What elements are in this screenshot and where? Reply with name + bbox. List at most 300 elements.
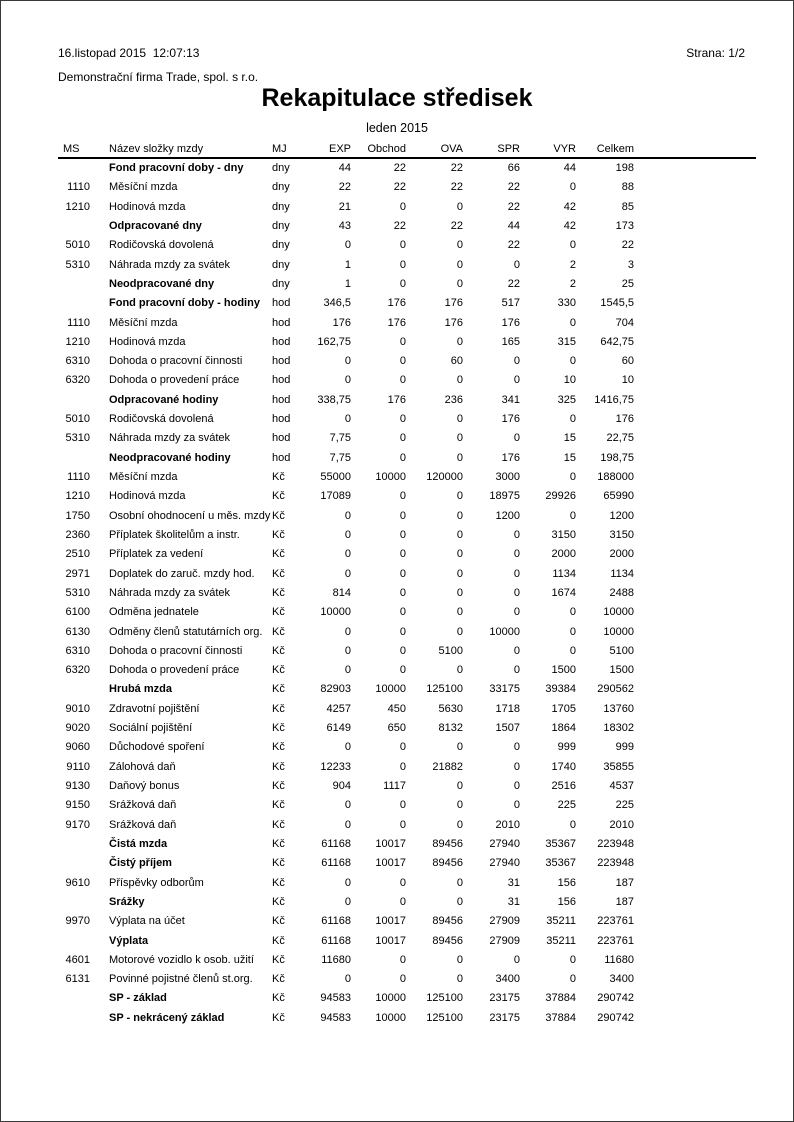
- component-name-cell: Důchodové spoření: [109, 741, 205, 754]
- value-cell-vyr: 0: [569, 606, 576, 619]
- table-row: [58, 198, 756, 217]
- value-cell-celkem: 1500: [609, 664, 634, 677]
- value-cell-vyr: 1864: [551, 722, 576, 735]
- col-header-obchod: Obchod: [367, 143, 406, 155]
- ms-code-cell: [58, 449, 90, 468]
- value-cell-vyr: 0: [569, 181, 576, 194]
- value-cell-exp: 0: [344, 625, 351, 638]
- component-name-cell: Měsíční mzda: [109, 316, 178, 329]
- component-name-cell: Neodpracované dny: [109, 277, 215, 290]
- table-row: [58, 816, 756, 835]
- component-name-cell: Čistý příjem: [109, 857, 172, 870]
- value-cell-obchod: 1117: [383, 780, 406, 792]
- col-header-celkem: Celkem: [596, 143, 634, 155]
- value-cell-exp: 0: [344, 644, 351, 657]
- value-cell-spr: 0: [513, 586, 520, 599]
- ms-code-cell: 6131: [65, 973, 90, 986]
- value-cell-exp: 6149: [326, 722, 351, 735]
- value-cell-ova: 0: [456, 451, 463, 464]
- value-cell-vyr: 44: [563, 162, 576, 174]
- value-cell-vyr: 156: [557, 895, 576, 908]
- value-cell-vyr: 325: [557, 393, 576, 406]
- component-name-cell: Dohoda o pracovní činnosti: [109, 355, 243, 368]
- value-cell-vyr: 15: [563, 451, 576, 464]
- value-cell-obchod: 0: [399, 432, 406, 445]
- value-cell-exp: 0: [344, 548, 351, 561]
- value-cell-celkem: 642,75: [600, 335, 634, 348]
- component-name-cell: Odpracované hodiny: [109, 393, 219, 406]
- row-filler: [634, 410, 756, 429]
- value-cell-celkem: 290742: [597, 1011, 634, 1024]
- ms-code-cell: 2360: [65, 528, 90, 541]
- value-cell-vyr: 0: [569, 355, 576, 368]
- ms-code-cell: 2510: [65, 548, 90, 561]
- value-cell-spr: 1200: [495, 509, 520, 522]
- value-cell-vyr: 10: [563, 374, 576, 387]
- value-cell-celkem: 1200: [609, 509, 634, 522]
- value-cell-exp: 162,75: [317, 335, 351, 348]
- value-cell-vyr: 42: [563, 219, 576, 232]
- value-cell-spr: 341: [501, 393, 520, 406]
- unit-cell: Kč: [272, 895, 285, 908]
- value-cell-obchod: 22: [393, 162, 406, 174]
- table-row: [58, 371, 756, 390]
- ms-code-cell: [58, 217, 90, 236]
- value-cell-obchod: 176: [387, 393, 406, 406]
- value-cell-exp: 904: [332, 780, 351, 792]
- unit-cell: hod: [272, 413, 291, 426]
- value-cell-ova: 125100: [426, 1011, 463, 1024]
- value-cell-ova: 0: [456, 432, 463, 445]
- value-cell-spr: 27909: [489, 934, 520, 947]
- row-filler: [634, 738, 756, 757]
- unit-cell: Kč: [272, 664, 285, 677]
- row-filler: [634, 893, 756, 912]
- table-row: [58, 468, 756, 487]
- table-row: [58, 970, 756, 989]
- value-cell-obchod: 10000: [375, 1011, 406, 1024]
- component-name-cell: Daňový bonus: [109, 780, 180, 792]
- unit-cell: Kč: [272, 973, 285, 986]
- value-cell-exp: 0: [344, 973, 351, 986]
- report-period: leden 2015: [366, 121, 428, 135]
- value-cell-ova: 8132: [438, 722, 463, 735]
- unit-cell: Kč: [272, 760, 285, 773]
- row-filler: [634, 352, 756, 371]
- value-cell-ova: 236: [444, 393, 463, 406]
- table-row: [58, 1009, 756, 1028]
- value-cell-celkem: 3150: [609, 528, 634, 541]
- ms-code-cell: 5010: [65, 413, 90, 426]
- value-cell-vyr: 1740: [551, 760, 576, 773]
- value-cell-ova: 0: [456, 200, 463, 213]
- value-cell-vyr: 35367: [545, 857, 576, 870]
- component-name-cell: Zdravotní pojištění: [109, 702, 200, 715]
- col-header-mj: MJ: [272, 143, 287, 155]
- unit-cell: Kč: [272, 799, 285, 812]
- value-cell-ova: 176: [444, 316, 463, 329]
- value-cell-obchod: 650: [387, 722, 406, 735]
- value-cell-ova: 0: [456, 606, 463, 619]
- component-name-cell: Náhrada mzdy za svátek: [109, 258, 231, 271]
- value-cell-obchod: 0: [399, 258, 406, 271]
- value-cell-vyr: 2516: [551, 780, 576, 792]
- table-row: [58, 217, 756, 236]
- value-cell-spr: 0: [513, 548, 520, 561]
- table-row: [58, 410, 756, 429]
- table-row: [58, 159, 756, 178]
- value-cell-obchod: 22: [393, 219, 406, 232]
- col-header-spr: SPR: [497, 143, 520, 155]
- value-cell-obchod: 0: [399, 606, 406, 619]
- value-cell-ova: 0: [456, 509, 463, 522]
- value-cell-ova: 0: [456, 528, 463, 541]
- unit-cell: hod: [272, 335, 291, 348]
- value-cell-obchod: 0: [399, 490, 406, 503]
- ms-code-cell: 6320: [65, 664, 90, 677]
- unit-cell: Kč: [272, 567, 285, 580]
- unit-cell: hod: [272, 451, 291, 464]
- value-cell-vyr: 15: [563, 432, 576, 445]
- unit-cell: Kč: [272, 625, 285, 638]
- row-filler: [634, 951, 756, 970]
- table-row: [58, 835, 756, 854]
- component-name-cell: Měsíční mzda: [109, 471, 178, 483]
- ms-code-cell: 6310: [65, 644, 90, 657]
- value-cell-spr: 18975: [489, 490, 520, 503]
- value-cell-exp: 21: [338, 200, 351, 213]
- value-cell-vyr: 0: [569, 973, 576, 986]
- unit-cell: dny: [272, 258, 290, 271]
- row-filler: [634, 584, 756, 603]
- value-cell-vyr: 35211: [546, 934, 576, 947]
- component-name-cell: Dohoda o pracovní činnosti: [109, 644, 243, 657]
- unit-cell: Kč: [272, 490, 285, 503]
- component-name-cell: Sociální pojištění: [109, 722, 193, 735]
- unit-cell: hod: [272, 316, 291, 329]
- component-name-cell: Příplatek za vedení: [109, 548, 204, 561]
- row-filler: [634, 333, 756, 352]
- value-cell-vyr: 35367: [545, 837, 576, 850]
- ms-code-cell: [58, 854, 90, 873]
- value-cell-ova: 0: [456, 413, 463, 426]
- ms-code-cell: 9610: [65, 876, 90, 889]
- value-cell-obchod: 0: [399, 335, 406, 348]
- value-cell-exp: 61168: [321, 915, 351, 928]
- table-row: [58, 738, 756, 757]
- value-cell-celkem: 173: [615, 219, 634, 232]
- value-cell-ova: 22: [450, 162, 463, 174]
- value-cell-vyr: 0: [569, 413, 576, 426]
- value-cell-spr: 176: [501, 451, 520, 464]
- value-cell-vyr: 1705: [551, 702, 576, 715]
- row-filler: [634, 526, 756, 545]
- value-cell-ova: 0: [456, 741, 463, 754]
- value-cell-celkem: 2010: [609, 818, 634, 831]
- ms-code-cell: [58, 1009, 90, 1028]
- value-cell-ova: 5630: [438, 702, 463, 715]
- value-cell-spr: 2010: [495, 818, 520, 831]
- value-cell-obchod: 176: [387, 316, 406, 329]
- value-cell-obchod: 0: [399, 586, 406, 599]
- component-name-cell: SP - nekrácený základ: [109, 1011, 225, 1024]
- table-header: [58, 142, 756, 159]
- value-cell-celkem: 223948: [597, 857, 634, 870]
- value-cell-spr: 27940: [489, 857, 520, 870]
- value-cell-celkem: 10000: [603, 625, 634, 638]
- component-name-cell: Odpracované dny: [109, 219, 202, 232]
- value-cell-obchod: 0: [399, 973, 406, 986]
- value-cell-ova: 89456: [432, 837, 463, 850]
- unit-cell: hod: [272, 393, 291, 406]
- value-cell-exp: 0: [344, 239, 351, 252]
- ms-code-cell: [58, 159, 90, 178]
- component-name-cell: Odměny členů statutárních org.: [109, 625, 263, 638]
- component-name-cell: Hrubá mzda: [109, 683, 172, 696]
- value-cell-obchod: 10000: [375, 471, 406, 483]
- table-row: [58, 719, 756, 738]
- component-name-cell: Měsíční mzda: [109, 181, 178, 194]
- value-cell-ova: 176: [444, 297, 463, 310]
- value-cell-spr: 0: [513, 644, 520, 657]
- row-filler: [634, 835, 756, 854]
- value-cell-ova: 0: [456, 973, 463, 986]
- row-filler: [634, 545, 756, 564]
- value-cell-spr: 23175: [489, 992, 520, 1005]
- value-cell-obchod: 0: [399, 413, 406, 426]
- value-cell-exp: 0: [344, 355, 351, 368]
- row-filler: [634, 932, 756, 951]
- value-cell-ova: 5100: [438, 644, 463, 657]
- value-cell-celkem: 1545,5: [600, 297, 634, 310]
- value-cell-spr: 66: [507, 162, 520, 174]
- col-header-exp: EXP: [328, 143, 351, 155]
- component-name-cell: Dohoda o provedení práce: [109, 374, 240, 387]
- value-cell-obchod: 0: [399, 374, 406, 387]
- company-name: Demonstrační firma Trade, spol. s r.o.: [58, 70, 259, 84]
- ms-code-cell: 9170: [65, 818, 90, 831]
- value-cell-spr: 22: [507, 239, 520, 252]
- unit-cell: Kč: [272, 953, 285, 966]
- value-cell-obchod: 0: [399, 451, 406, 464]
- value-cell-vyr: 1500: [551, 664, 576, 677]
- ms-code-cell: 5310: [65, 586, 90, 599]
- value-cell-exp: 12233: [320, 760, 351, 773]
- component-name-cell: Osobní ohodnocení u měs. mzdy: [109, 509, 271, 522]
- table-row: [58, 429, 756, 448]
- row-filler: [634, 217, 756, 236]
- value-cell-exp: 82903: [320, 683, 351, 696]
- value-cell-celkem: 85: [621, 200, 634, 213]
- value-cell-obchod: 0: [399, 509, 406, 522]
- value-cell-spr: 0: [513, 760, 520, 773]
- value-cell-ova: 0: [456, 799, 463, 812]
- value-cell-exp: 94583: [320, 1011, 351, 1024]
- component-name-cell: Příspěvky odborům: [109, 876, 204, 889]
- ms-code-cell: 5010: [65, 239, 90, 252]
- component-name-cell: Motorové vozidlo k osob. užití: [109, 953, 254, 966]
- value-cell-ova: 22: [450, 219, 463, 232]
- value-cell-ova: 0: [456, 818, 463, 831]
- unit-cell: Kč: [272, 722, 285, 735]
- value-cell-spr: 0: [513, 741, 520, 754]
- row-filler: [634, 391, 756, 410]
- component-name-cell: Hodinová mzda: [109, 200, 186, 213]
- table-row: [58, 661, 756, 680]
- unit-cell: Kč: [272, 741, 285, 754]
- unit-cell: Kč: [272, 992, 285, 1005]
- value-cell-obchod: 0: [399, 876, 406, 889]
- value-cell-obchod: 10017: [375, 837, 406, 850]
- value-cell-spr: 0: [513, 258, 520, 271]
- ms-code-cell: 9150: [65, 799, 90, 812]
- value-cell-obchod: 0: [399, 528, 406, 541]
- value-cell-celkem: 35855: [603, 760, 634, 773]
- component-name-cell: Fond pracovní doby - hodiny: [109, 297, 260, 310]
- ms-code-cell: [58, 835, 90, 854]
- value-cell-exp: 0: [344, 528, 351, 541]
- value-cell-vyr: 999: [557, 741, 576, 754]
- value-cell-exp: 7,75: [329, 432, 351, 445]
- value-cell-ova: 89456: [432, 915, 463, 928]
- value-cell-obchod: 10000: [375, 683, 406, 696]
- value-cell-vyr: 2: [569, 277, 576, 290]
- ms-code-cell: 9060: [65, 741, 90, 754]
- value-cell-vyr: 29926: [545, 490, 576, 503]
- value-cell-obchod: 0: [399, 355, 406, 368]
- value-cell-obchod: 0: [399, 625, 406, 638]
- table-row: [58, 951, 756, 970]
- ms-code-cell: [58, 294, 90, 313]
- value-cell-spr: 27909: [489, 915, 520, 928]
- value-cell-celkem: 3400: [609, 973, 634, 986]
- value-cell-exp: 61168: [321, 837, 351, 850]
- value-cell-exp: 0: [344, 799, 351, 812]
- report-title: Rekapitulace středisek: [261, 84, 533, 112]
- ms-code-cell: 1110: [67, 316, 90, 329]
- value-cell-vyr: 2: [569, 258, 576, 271]
- ms-code-cell: 6130: [65, 625, 90, 638]
- value-cell-obchod: 0: [399, 200, 406, 213]
- component-name-cell: Náhrada mzdy za svátek: [109, 432, 231, 445]
- value-cell-vyr: 0: [569, 509, 576, 522]
- component-name-cell: Výplata na účet: [109, 915, 185, 928]
- ms-code-cell: [58, 932, 90, 951]
- value-cell-spr: 0: [513, 780, 520, 792]
- component-name-cell: Zálohová daň: [109, 760, 176, 773]
- row-filler: [634, 449, 756, 468]
- value-cell-spr: 0: [513, 528, 520, 541]
- row-filler: [634, 700, 756, 719]
- component-name-cell: Srážky: [109, 895, 145, 908]
- row-filler: [634, 623, 756, 642]
- row-filler: [634, 603, 756, 622]
- component-name-cell: Rodičovská dovolená: [109, 413, 214, 426]
- value-cell-ova: 0: [456, 625, 463, 638]
- value-cell-celkem: 22,75: [606, 432, 634, 445]
- table-row: [58, 507, 756, 526]
- row-filler: [634, 661, 756, 680]
- component-name-cell: Srážková daň: [109, 818, 177, 831]
- table-body: [58, 159, 756, 1028]
- value-cell-exp: 94583: [320, 992, 351, 1005]
- unit-cell: Kč: [272, 780, 285, 792]
- value-cell-obchod: 0: [399, 760, 406, 773]
- value-cell-celkem: 187: [615, 876, 634, 889]
- value-cell-celkem: 10: [621, 374, 634, 387]
- ms-code-cell: 6310: [65, 355, 90, 368]
- value-cell-obchod: 0: [399, 799, 406, 812]
- unit-cell: dny: [272, 219, 290, 232]
- value-cell-exp: 17089: [320, 490, 351, 503]
- value-cell-vyr: 330: [557, 297, 576, 310]
- value-cell-spr: 1507: [495, 722, 520, 735]
- value-cell-exp: 61168: [321, 934, 351, 947]
- row-filler: [634, 1009, 756, 1028]
- col-header-ms: MS: [63, 143, 80, 155]
- value-cell-exp: 0: [344, 895, 351, 908]
- table-row: [58, 777, 756, 796]
- unit-cell: Kč: [272, 1011, 285, 1024]
- row-filler: [634, 275, 756, 294]
- value-cell-obchod: 0: [399, 741, 406, 754]
- value-cell-vyr: 0: [569, 644, 576, 657]
- value-cell-celkem: 176: [615, 413, 634, 426]
- row-filler: [634, 294, 756, 313]
- value-cell-spr: 3000: [495, 471, 520, 483]
- value-cell-obchod: 10000: [375, 992, 406, 1005]
- value-cell-celkem: 188000: [597, 471, 634, 483]
- component-name-cell: Hodinová mzda: [109, 335, 186, 348]
- ms-code-cell: 9970: [65, 915, 90, 928]
- table-row: [58, 874, 756, 893]
- unit-cell: dny: [272, 181, 290, 194]
- value-cell-spr: 0: [513, 953, 520, 966]
- value-cell-spr: 44: [507, 219, 520, 232]
- value-cell-ova: 125100: [426, 992, 463, 1005]
- value-cell-exp: 176: [332, 316, 351, 329]
- row-filler: [634, 796, 756, 815]
- row-filler: [634, 256, 756, 275]
- value-cell-obchod: 0: [399, 567, 406, 580]
- value-cell-obchod: 450: [387, 702, 406, 715]
- value-cell-ova: 0: [456, 586, 463, 599]
- value-cell-celkem: 290562: [597, 683, 634, 696]
- value-cell-celkem: 22: [621, 239, 634, 252]
- value-cell-vyr: 37884: [545, 1011, 576, 1024]
- value-cell-obchod: 10017: [375, 934, 406, 947]
- value-cell-ova: 0: [456, 953, 463, 966]
- value-cell-vyr: 39384: [545, 683, 576, 696]
- table-row: [58, 352, 756, 371]
- row-filler: [634, 816, 756, 835]
- component-name-cell: Povinné pojistné členů st.org.: [109, 973, 253, 986]
- value-cell-spr: 0: [513, 432, 520, 445]
- table-row: [58, 275, 756, 294]
- recap-table: [58, 142, 756, 1028]
- col-header-name: Název složky mzdy: [109, 143, 204, 155]
- value-cell-celkem: 198,75: [600, 451, 634, 464]
- unit-cell: hod: [272, 374, 291, 387]
- value-cell-exp: 338,75: [317, 393, 351, 406]
- ms-code-cell: [58, 275, 90, 294]
- unit-cell: Kč: [272, 528, 285, 541]
- component-name-cell: Náhrada mzdy za svátek: [109, 586, 231, 599]
- value-cell-ova: 0: [456, 876, 463, 889]
- ms-code-cell: 2971: [65, 567, 90, 580]
- value-cell-ova: 89456: [432, 857, 463, 870]
- value-cell-exp: 43: [338, 219, 351, 232]
